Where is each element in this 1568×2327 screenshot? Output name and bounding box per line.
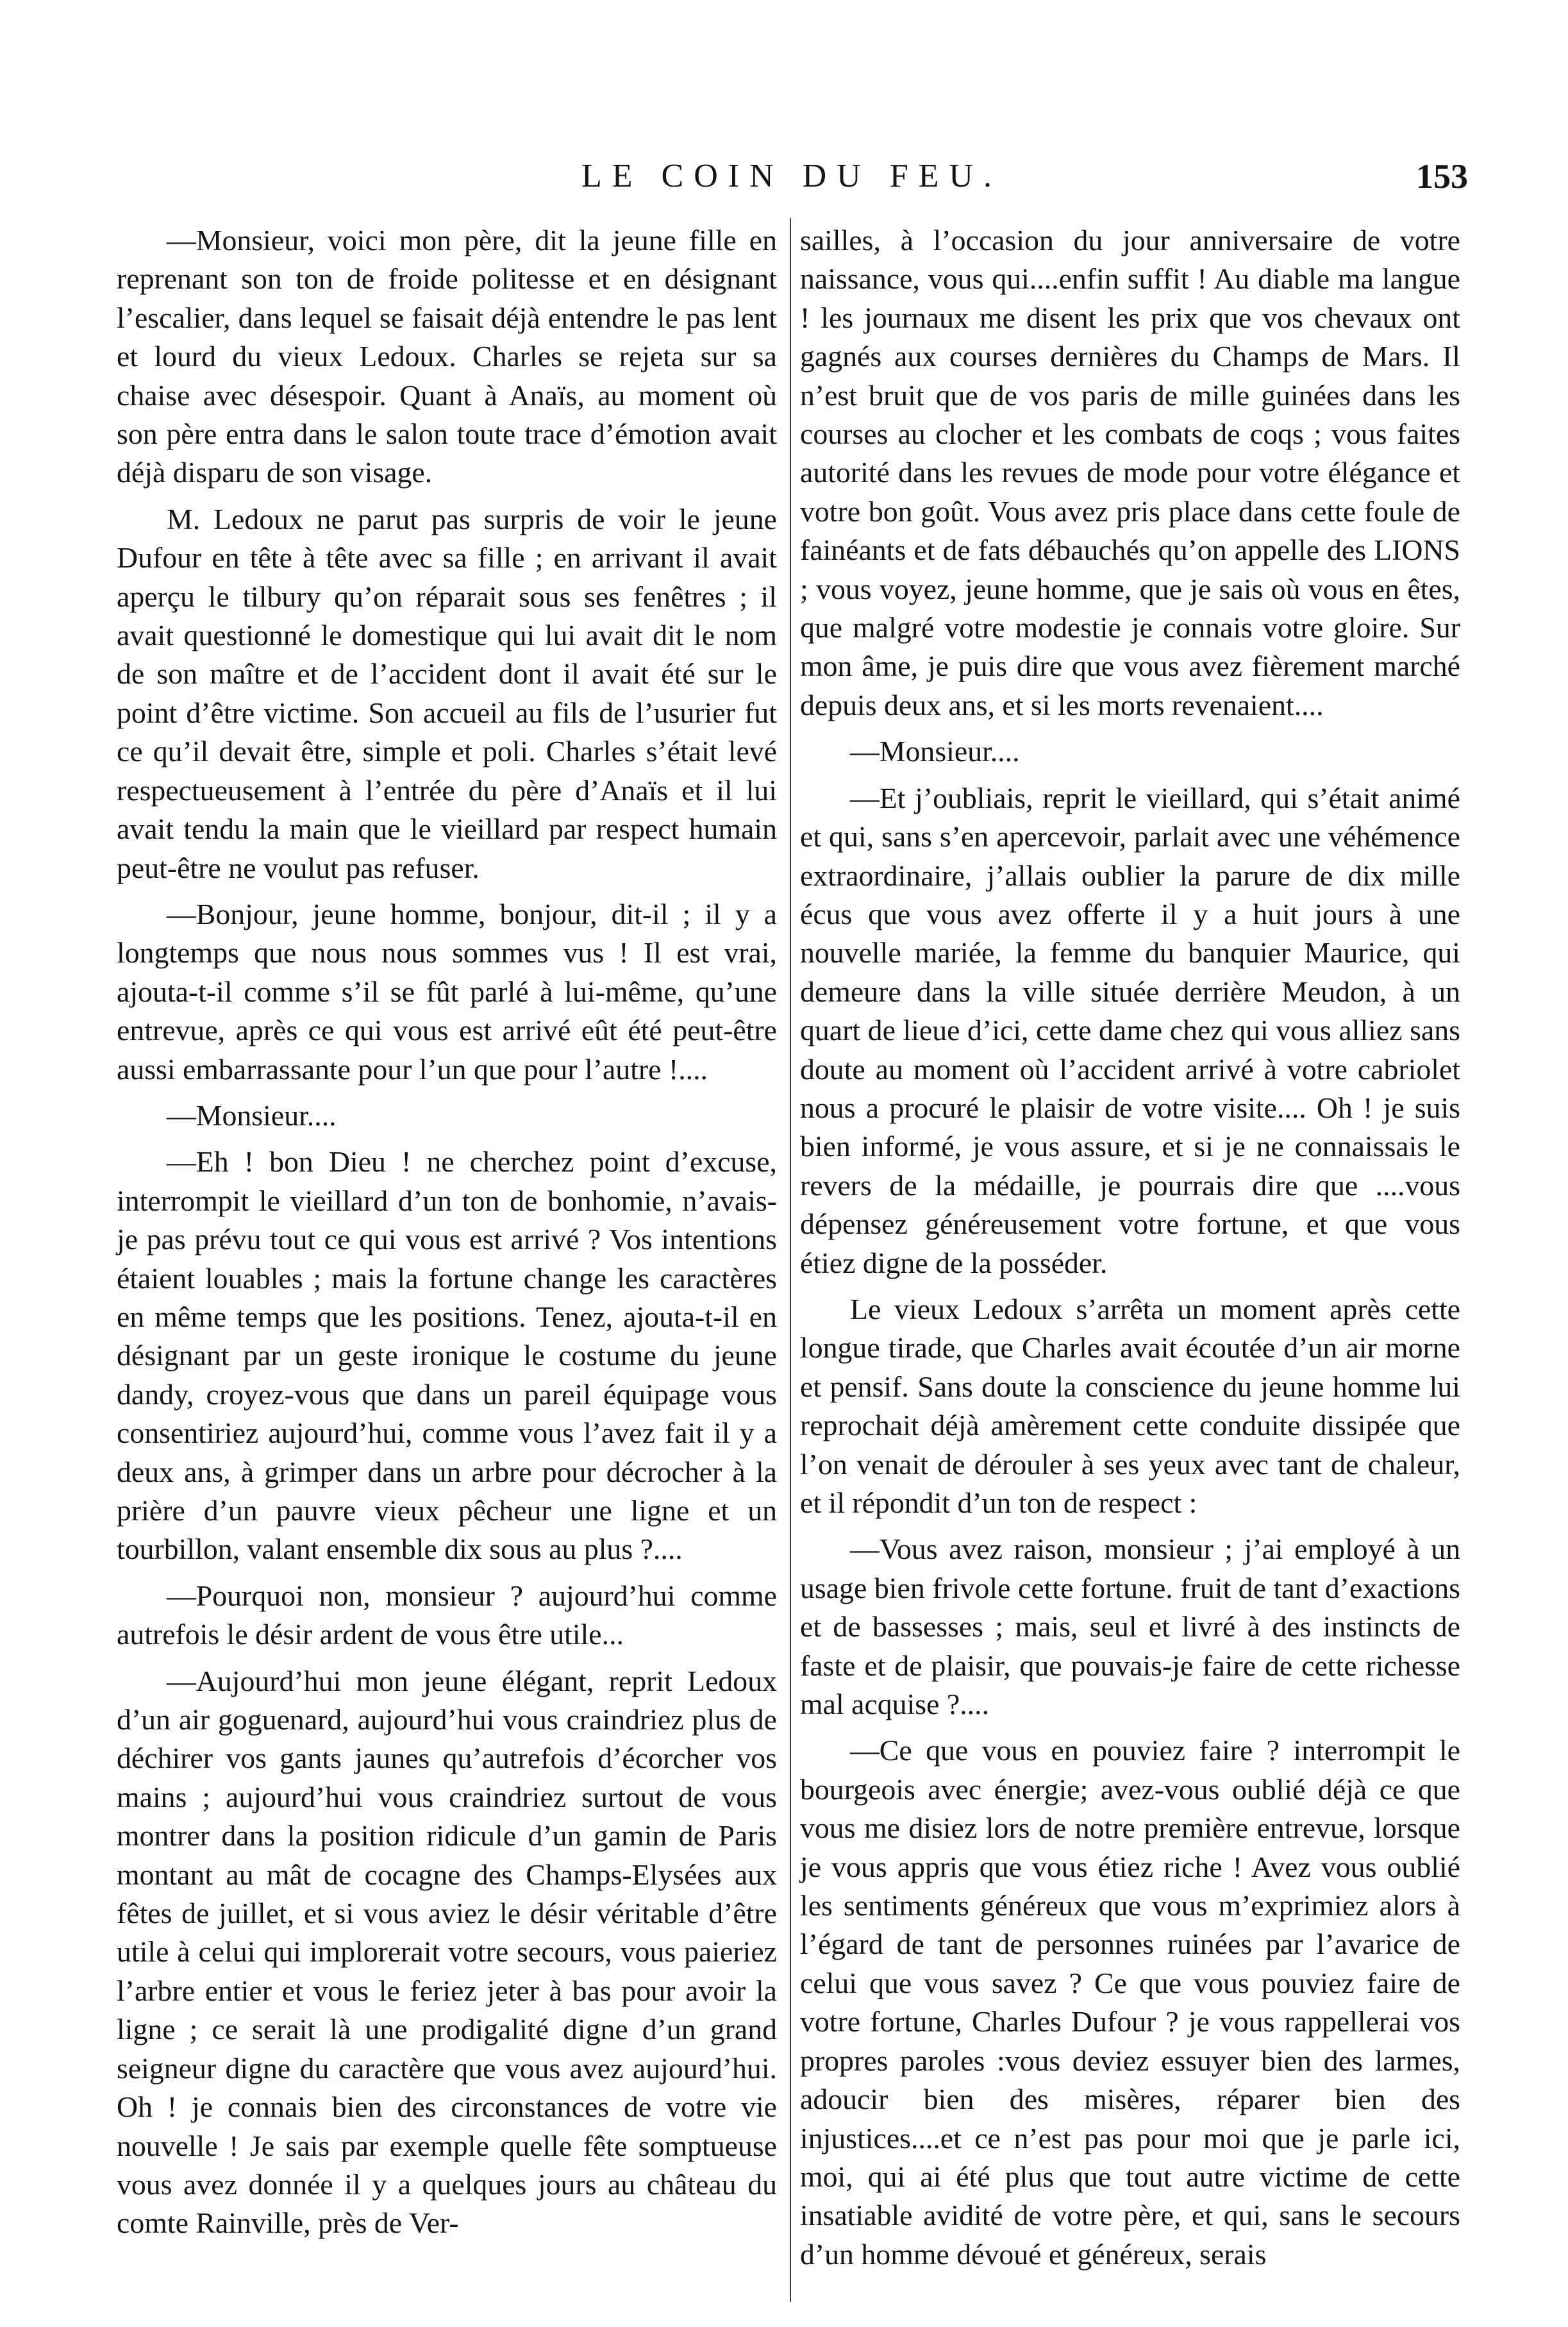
paragraph: —Monsieur, voici mon père, dit la jeune fille en reprenant son ton de froide politesse et en désignant l’escalier, dans lequel se faisait déjà entendre le pas lent et lourd du vieux Ledoux. Charles se rejeta sur sa chaise avec désespoir. Quant à Anaïs, au moment où son père entra dans le salon toute trace d’émotion avait déjà disparu de son visage. xyxy=(117,224,777,489)
paragraph: —Ce que vous en pouviez faire ? interrompit le bourgeois avec énergie; avez-vous oublié déjà ce que vous me disiez lors de notre première entrevue, lorsque je vous appris que vous étiez riche ! Avez vous oublié les sentiments généreux que vous m’exprimiez alors à l’égard de tant de personnes ruinées par l’avarice de celui que vous savez ? Ce que vous pouviez faire de votre fortune, Charles Dufour ? je vous rappellerai vos propres paroles :vous deviez essuyer bien des larmes, adoucir bien des misères, réparer bien des injustices....et ce n’est pas pour moi que je parle ici, moi, qui ai été plus que tout autre victime de cette insatiable avidité de votre père, et qui, sans le secours d’un homme dévoué et généreux, serais xyxy=(800,1734,1460,2271)
paragraph: —Et j’oubliais, reprit le vieillard, qui s’était animé et qui, sans s’en apercevoir, parlait avec une véhémence extraordinaire, j’allais oublier la parure de dix mille écus que vous avez offerte il y a huit jours à une nouvelle mariée, la femme du banquier Maurice, qui demeure dans la ville située derrière Meudon, à un quart de lieue d’ici, cette dame chez qui vous alliez sans doute au moment où l’accident arrivé à votre cabriolet nous a procuré le plaisir de votre visite.... Oh ! je suis bien informé, je vous assure, et si je ne connaissais le revers de la médaille, je pourrais dire que ....vous dépensez généreusement votre fortune, et que vous étiez digne de la posséder. xyxy=(800,781,1460,1279)
page-number: 153 xyxy=(1416,157,1468,196)
left-column xyxy=(117,221,777,2251)
paragraph-continued: sailles, à l’occasion du jour anniversaire de votre naissance, vous qui....enfin suffit ! Au diable ma langue ! les journaux me disent les prix que vos chevaux ont gagnés aux courses dernières du Champs de Mars. Il n’est bruit que de vos paris de mille guinées dans les courses au clocher et les combats de coqs ; vous faites autorité dans les revues de mode pour votre élégance et votre bon goût. Vous avez pris place dans cette foule de fainéants et de fats débauchés qu’on appelle des LIONS ; vous voyez, jeune homme, que je sais où vous en êtes, que malgré votre modestie je connais votre gloire. Sur mon âme, je puis dire que vous avez fièrement marché depuis deux ans, et si les morts revenaient.... xyxy=(800,224,1460,721)
right-column xyxy=(800,221,1460,2281)
running-head: LE COIN DU FEU. xyxy=(581,158,1002,194)
paragraph: —Vous avez raison, monsieur ; j’ai employé à un usage bien frivole cette fortune. fruit de tant d’exactions et de bassesses ; mais, seul et livré à des instincts de faste et de plaisir, que pouvais-je faire de cette richesse mal acquise ?.... xyxy=(800,1533,1460,1721)
paragraph: —Bonjour, jeune homme, bonjour, dit-il ; il y a longtemps que nous nous sommes vus ! Il est vrai, ajouta-t-il comme s’il se fût parlé à lui-même, qu’une entrevue, après ce qui vous est arrivé eût été peut-être aussi embarrassante pour l’un que pour l’autre !.... xyxy=(117,897,777,1086)
paragraph: Le vieux Ledoux s’arrêta un moment après cette longue tirade, que Charles avait écoutée d’un air morne et pensif. Sans doute la conscience du jeune homme lui reprochait déjà amèrement cette conduite dissipée que l’on venait de dérouler à ses yeux avec tant de chaleur, et il répondit d’un ton de respect : xyxy=(800,1292,1460,1519)
paragraph: M. Ledoux ne parut pas surpris de voir le jeune Dufour en tête à tête avec sa fille ; en arrivant il avait aperçu le tilbury qu’on réparait sous ses fenêtres ; il avait questionné le domestique qui lui avait dit le nom de son maître et de l’accident dont il avait été sur le point d’être victime. Son accueil au fils de l’usurier fut ce qu’il devait être, simple et poli. Charles s’était levé respectueusement à l’entrée du père d’Anaïs et il lui avait tendu la main que le vieillard par respect humain peut-être ne voulut pas refuser. xyxy=(117,502,777,884)
paragraph: —Eh ! bon Dieu ! ne cherchez point d’excuse, interrompit le vieillard d’un ton de bonhomie, n’avais-je pas prévu tout ce qui vous est arrivé ? Vos intentions étaient louables ; mais la fortune change les caractères en même temps que les positions. Tenez, ajouta-t-il en désignant par un geste ironique le costume du jeune dandy, croyez-vous que dans un pareil équipage vous consentiriez aujourd’hui, comme vous l’avez fait il y a deux ans, à grimper dans un arbre pour décrocher à la prière d’un pauvre vieux pêcheur une ligne et un tourbillon, valant ensemble dix sous au plus ?.... xyxy=(117,1145,777,1566)
paragraph: —Aujourd’hui mon jeune élégant, reprit Ledoux d’un air goguenard, aujourd’hui vous craindriez plus de déchirer vos gants jaunes qu’autrefois d’écorcher vos mains ; aujourd’hui vous craindriez surtout de vous montrer dans la position ridicule d’un gamin de Paris montant au mât de cocagne des Champs-Elysées aux fêtes de juillet, et si vous aviez le désir véritable d’être utile à celui qui implorerait votre secours, vous paieriez l’arbre entier et vous le feriez jeter à bas pour avoir la ligne ; ce serait là une prodigalité digne d’un grand seigneur digne du caractère que vous avez aujourd’hui. Oh ! je connais bien des circonstances de votre vie nouvelle ! Je sais par exemple quelle fête somptueuse vous avez donnée il y a quelques jours au château du comte Rainville, près de Ver- xyxy=(117,1664,777,2240)
paragraph: —Monsieur.... xyxy=(850,735,1020,768)
column-divider xyxy=(790,218,791,2302)
page-header xyxy=(115,154,1468,205)
paragraph: —Monsieur.... xyxy=(167,1098,337,1132)
paragraph: —Pourquoi non, monsieur ? aujourd’hui comme autrefois le désir ardent de vous être utile... xyxy=(117,1579,777,1651)
